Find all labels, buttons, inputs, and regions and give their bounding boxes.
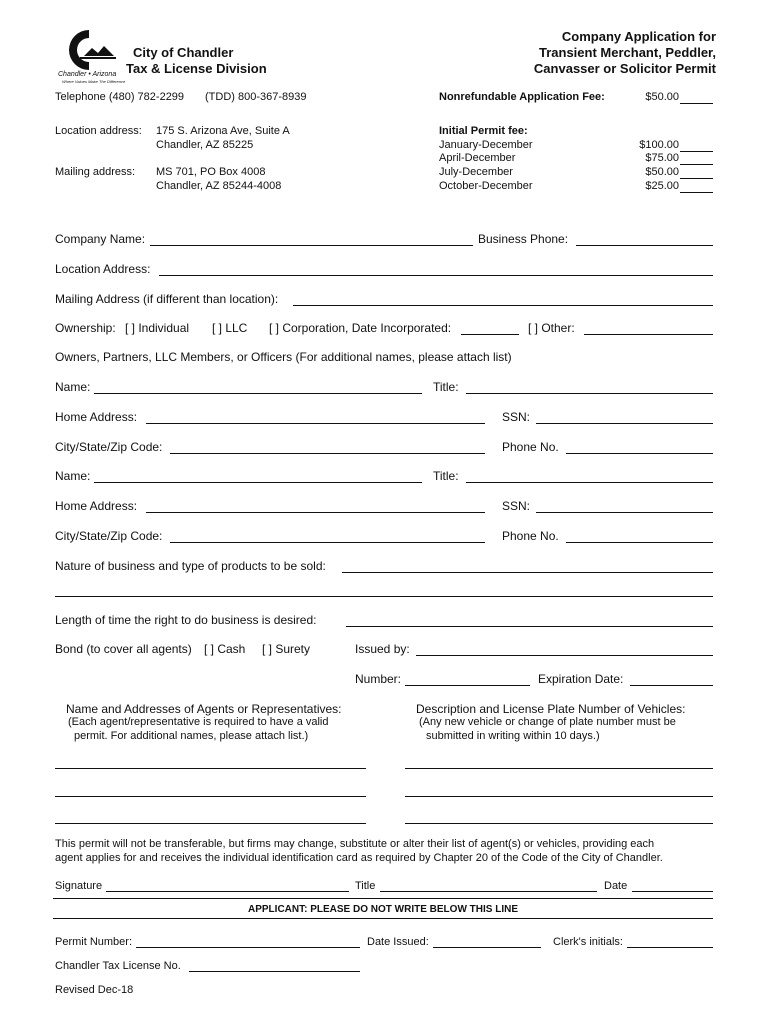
ownership-label: Ownership: xyxy=(55,321,116,335)
nature-of-business-field-2[interactable] xyxy=(55,596,713,597)
telephone: Telephone (480) 782-2299 xyxy=(55,91,185,103)
agent-field[interactable] xyxy=(55,823,366,824)
vehicles-heading: Description and License Plate Number of Vehicles: xyxy=(416,702,686,716)
form-title-line1: Company Application for xyxy=(561,29,716,44)
owner-city-state-zip-field[interactable] xyxy=(170,453,485,454)
tax-license-field[interactable] xyxy=(189,971,360,972)
initial-fee-label: Initial Permit fee: xyxy=(439,125,528,137)
business-phone-label: Business Phone: xyxy=(478,232,569,246)
fee-period: October-December xyxy=(439,180,533,192)
fee-period: July-December xyxy=(439,166,513,178)
signature-title-field[interactable] xyxy=(380,891,597,892)
owner-home-address-label: Home Address: xyxy=(55,410,138,424)
company-name-field[interactable] xyxy=(150,245,473,246)
vehicle-field[interactable] xyxy=(405,768,713,769)
owner-city-state-zip-field[interactable] xyxy=(170,542,485,543)
length-of-time-label: Length of time the right to do business is desired: xyxy=(55,613,317,627)
permit-number-label: Permit Number: xyxy=(55,936,133,948)
logo-city-script: Chandler • Arizona xyxy=(58,71,117,78)
owner-phone-label: Phone No. xyxy=(502,529,559,543)
city-logo xyxy=(58,26,126,84)
date-incorporated-field[interactable] xyxy=(461,334,519,335)
form-title-line2: Transient Merchant, Peddler, xyxy=(539,45,716,60)
business-phone-field[interactable] xyxy=(576,245,713,246)
ownership-llc-checkbox[interactable]: [ ] LLC xyxy=(212,321,248,335)
date-issued-label: Date Issued: xyxy=(367,936,429,948)
bond-surety-checkbox[interactable]: [ ] Surety xyxy=(262,642,311,656)
date-issued-field[interactable] xyxy=(433,947,541,948)
location-label: Location address: xyxy=(55,125,142,137)
company-name-label: Company Name: xyxy=(55,232,146,246)
vehicle-field[interactable] xyxy=(405,823,713,824)
issued-by-field[interactable] xyxy=(416,655,713,656)
expiration-date-label: Expiration Date: xyxy=(538,672,624,686)
nature-of-business-field[interactable] xyxy=(342,572,713,573)
ownership-other-checkbox[interactable]: [ ] Other: xyxy=(528,321,575,335)
mailing-address-field[interactable] xyxy=(293,305,713,306)
owner-phone-field[interactable] xyxy=(566,453,713,454)
signature-title-label: Title xyxy=(355,880,376,892)
owner-name-field[interactable] xyxy=(94,393,422,394)
mailing-line1: MS 701, PO Box 4008 xyxy=(156,166,266,178)
fee-amount: $75.00 xyxy=(645,152,679,164)
nature-of-business-label: Nature of business and type of products to be sold: xyxy=(55,559,326,573)
bond-number-field[interactable] xyxy=(405,685,530,686)
length-of-time-field[interactable] xyxy=(346,626,713,627)
owner-ssn-field[interactable] xyxy=(536,423,713,424)
org-division: Tax & License Division xyxy=(126,61,267,76)
clerk-initials-label: Clerk's initials: xyxy=(553,936,623,948)
owner-name-field[interactable] xyxy=(94,482,422,483)
owner-home-address-label: Home Address: xyxy=(55,499,138,513)
owner-phone-label: Phone No. xyxy=(502,440,559,454)
owner-city-state-zip-label: City/State/Zip Code: xyxy=(55,440,163,454)
ownership-other-field[interactable] xyxy=(584,334,713,335)
signature-date-field[interactable] xyxy=(632,891,713,892)
ownership-corporation-checkbox[interactable]: [ ] Corporation, Date Incorporated: xyxy=(269,321,452,335)
revision-date: Revised Dec-18 xyxy=(55,984,134,996)
owner-name-label: Name: xyxy=(55,469,91,483)
fee-line xyxy=(680,178,713,179)
owner-home-address-field[interactable] xyxy=(146,423,485,424)
location-line2: Chandler, AZ 85225 xyxy=(156,139,254,151)
fee-amount: $100.00 xyxy=(639,139,679,151)
transfer-text: This permit will not be transferable, but firms may change, substitute or alter their list of agent(s) or vehicles, providing each xyxy=(55,838,655,850)
fee-line xyxy=(680,164,713,165)
owner-title-label: Title: xyxy=(433,469,459,483)
clerk-initials-field[interactable] xyxy=(627,947,713,948)
office-divider xyxy=(53,918,713,919)
owner-city-state-zip-label: City/State/Zip Code: xyxy=(55,529,163,543)
application-fee-line xyxy=(680,103,713,104)
logo-tagline: Where Values Make The Difference xyxy=(62,79,126,84)
bond-number-label: Number: xyxy=(355,672,402,686)
tax-license-label: Chandler Tax License No. xyxy=(55,960,181,972)
owner-home-address-field[interactable] xyxy=(146,512,485,513)
vehicles-note: (Any new vehicle or change of plate number must be xyxy=(419,716,676,728)
owner-name-label: Name: xyxy=(55,380,91,394)
org-name: City of Chandler xyxy=(133,45,234,60)
office-divider xyxy=(53,898,713,899)
owner-title-label: Title: xyxy=(433,380,459,394)
signature-date-label: Date xyxy=(604,880,628,892)
owner-phone-field[interactable] xyxy=(566,542,713,543)
vehicles-note: submitted in writing within 10 days.) xyxy=(426,730,600,742)
permit-number-field[interactable] xyxy=(136,947,360,948)
fee-amount: $25.00 xyxy=(645,180,679,192)
fee-line xyxy=(680,192,713,193)
owner-ssn-field[interactable] xyxy=(536,512,713,513)
owner-ssn-label: SSN: xyxy=(502,410,531,424)
expiration-date-field[interactable] xyxy=(630,685,713,686)
fee-amount: $50.00 xyxy=(645,166,679,178)
bond-cash-checkbox[interactable]: [ ] Cash xyxy=(204,642,246,656)
vehicle-field[interactable] xyxy=(405,796,713,797)
fee-period: April-December xyxy=(439,152,516,164)
form-title-line3: Canvasser or Solicitor Permit xyxy=(533,61,716,76)
issued-by-label: Issued by: xyxy=(355,642,410,656)
office-use-notice: APPLICANT: PLEASE DO NOT WRITE BELOW THIS LINE xyxy=(248,904,518,915)
signature-field[interactable] xyxy=(106,891,349,892)
owner-ssn-label: SSN: xyxy=(502,499,531,513)
agents-note: (Each agent/representative is required to have a valid xyxy=(68,716,329,728)
location-address-label: Location Address: xyxy=(55,262,151,276)
owners-heading: Owners, Partners, LLC Members, or Officers (For additional names, please attach list) xyxy=(55,350,512,364)
bond-label: Bond (to cover all agents) xyxy=(55,642,192,656)
location-address-field[interactable] xyxy=(159,275,713,276)
mailing-line2: Chandler, AZ 85244-4008 xyxy=(156,180,282,192)
fee-line xyxy=(680,151,713,152)
chandler-c-logo-icon xyxy=(58,26,120,74)
mailing-label: Mailing address: xyxy=(55,166,136,178)
ownership-individual-checkbox[interactable]: [ ] Individual xyxy=(125,321,190,335)
fee-period: January-December xyxy=(439,139,533,151)
application-fee-label: Nonrefundable Application Fee: xyxy=(439,91,605,103)
application-fee-value: $50.00 xyxy=(645,91,679,103)
owner-title-field[interactable] xyxy=(466,482,713,483)
agents-note: permit. For additional names, please attach list.) xyxy=(74,730,309,742)
signature-label: Signature xyxy=(55,880,103,892)
transfer-text: agent applies for and receives the individual identification card as required by Chapter 20 of the Code of the City of Chandler. xyxy=(55,852,663,864)
agents-heading: Name and Addresses of Agents or Representatives: xyxy=(66,702,342,716)
agent-field[interactable] xyxy=(55,796,366,797)
owner-title-field[interactable] xyxy=(466,393,713,394)
agent-field[interactable] xyxy=(55,768,366,769)
tdd: (TDD) 800-367-8939 xyxy=(205,91,307,103)
location-line1: 175 S. Arizona Ave, Suite A xyxy=(156,125,290,137)
mailing-address-label: Mailing Address (if different than location): xyxy=(55,292,279,306)
